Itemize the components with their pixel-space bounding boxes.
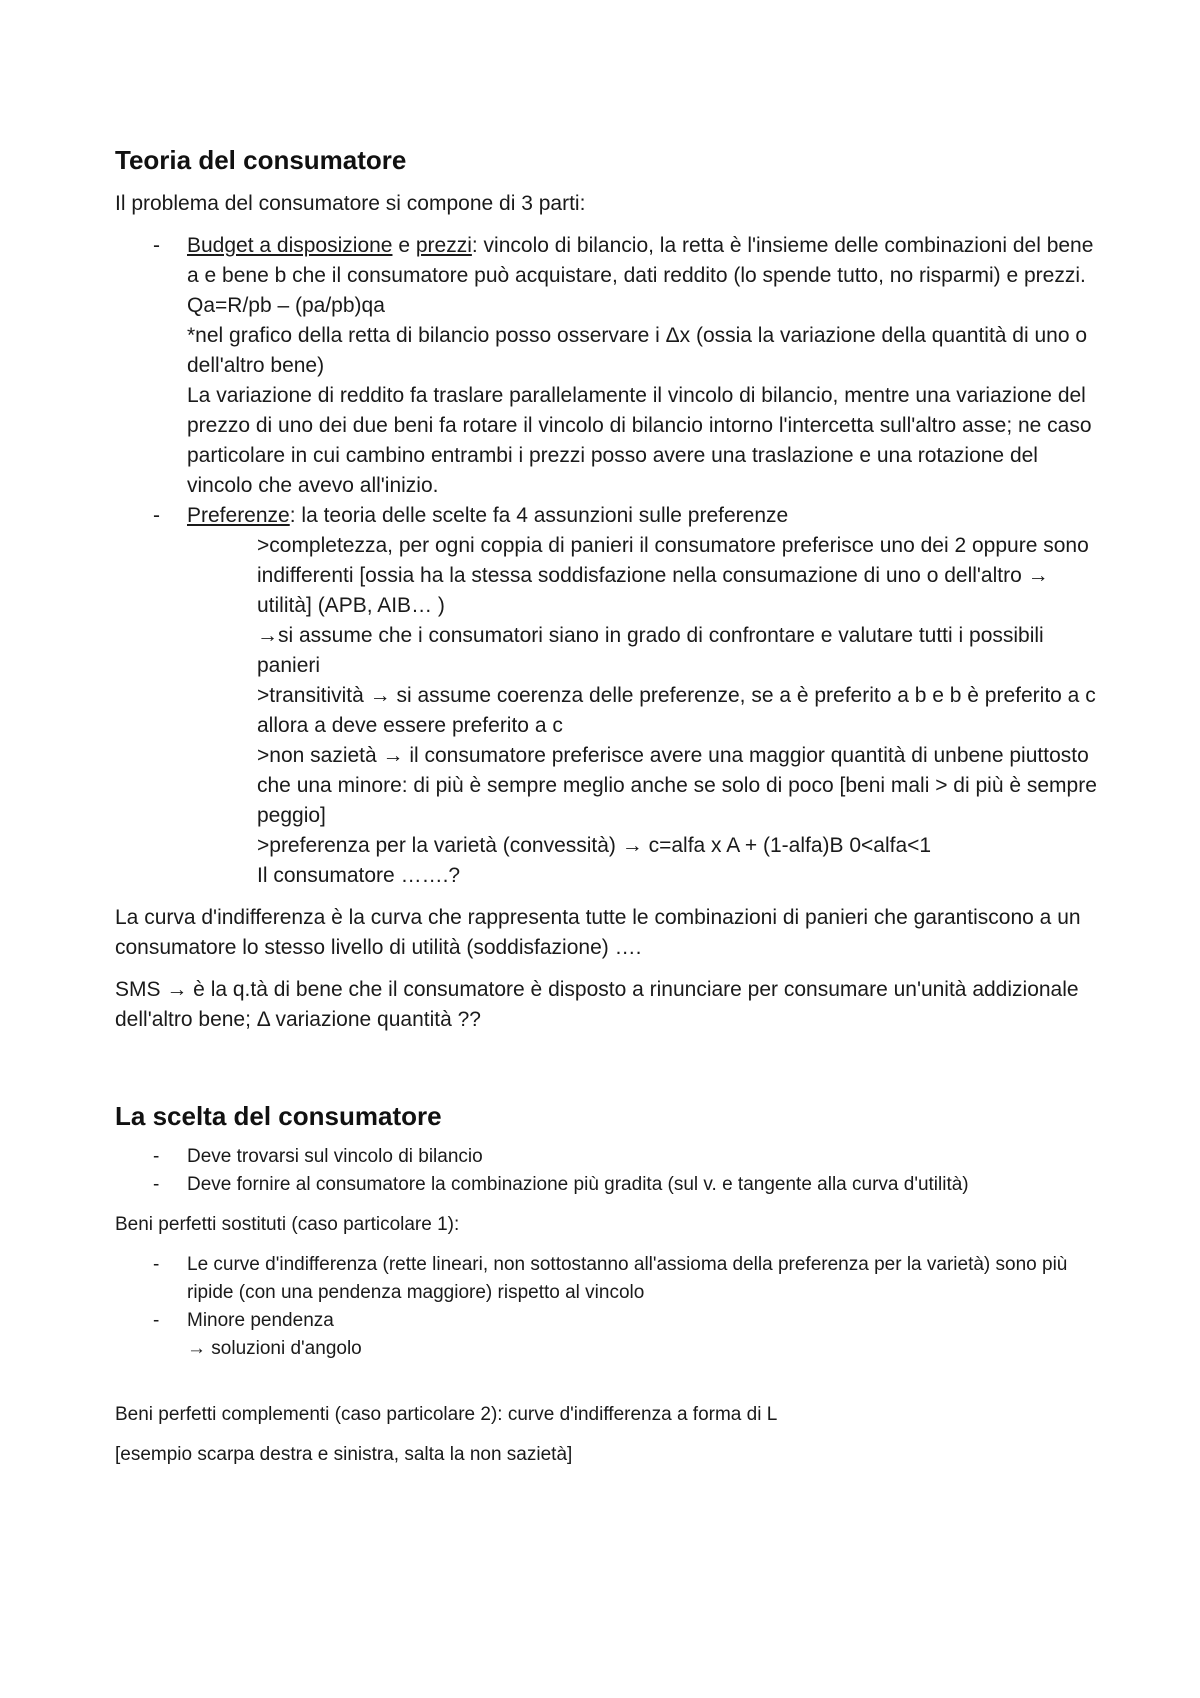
assumption-confronto: →si assume che i consumatori siano in grado di confrontare e valutare tutti i possibili panieri <box>257 624 1044 677</box>
preferenze-rest-text: : la teoria delle scelte fa 4 assunzioni sulle preferenze <box>289 504 789 527</box>
assumption-non-sazieta: >non sazietà → il consumatore preferisce avere una maggior quantità di unbene piuttosto che una minore: di più è sempre meglio anche se solo di poco [beni mali > di più è sempre peggio] <box>257 744 1097 827</box>
assumption-varieta: >preferenza per la varietà (convessità) → c=alfa x A + (1-alfa)B 0<alfa<1 <box>257 834 932 857</box>
list-item-vincolo: - Deve trovarsi sul vincolo di bilancio <box>115 1143 1105 1171</box>
underlined-prezzi: prezzi <box>415 234 472 257</box>
budget-note: *nel grafico della retta di bilancio posso osservare i Δx (ossia la variazione della quantità di uno o dell'altro bene) <box>187 324 1088 377</box>
assumption-transitivita: >transitività → si assume coerenza delle preferenze, se a è preferito a b e b è preferito a c allora a deve essere preferito a c <box>257 684 1096 737</box>
case1-label: Beni perfetti sostituti (caso particolare 1): <box>115 1214 460 1235</box>
case2-label: Beni perfetti complementi (caso particolare 2): curve d'indifferenza a forma di L <box>115 1404 778 1425</box>
connector-text: e <box>392 234 416 257</box>
list-item-combinazione: - Deve fornire al consumatore la combinazione più gradita (sul v. e tangente alla curva d'utilità) <box>115 1171 1105 1199</box>
section-title-scelta: La scelta del consumatore <box>115 1101 442 1131</box>
example-note: [esempio scarpa destra e sinistra, salta la non sazietà] <box>115 1444 573 1465</box>
indifference-curve-paragraph: La curva d'indifferenza è la curva che rappresenta tutte le combinazioni di panieri che garantiscono a un consumatore lo stesso livello di utilità (soddisfazione) …. <box>115 906 1081 959</box>
list-item-preferenze <box>115 501 1105 891</box>
document-content <box>115 143 1105 1469</box>
underlined-budget: Budget a disposizione <box>187 234 393 257</box>
list-item-budget <box>115 231 1105 501</box>
list-item-curve-sostituti: - Le curve d'indifferenza (rette lineari, non sottostanno all'assioma della preferenza per la varietà) sono più ripide (con una pendenza maggiore) rispetto al vincolo <box>115 1251 1105 1307</box>
assumption-completezza: >completezza, per ogni coppia di panieri il consumatore preferisce uno dei 2 oppure sono indifferenti [ossia ha la stessa soddisfazione nella consumazione di uno o dell'altro → utilità] (APB, AIB… ) <box>257 534 1089 617</box>
sms-paragraph: SMS → è la q.tà di bene che il consumatore è disposto a rinunciare per consumare un'unità addizionale dell'altro bene; Δ variazione quantità ?? <box>115 978 1079 1031</box>
underlined-preferenze: Preferenze <box>187 504 290 527</box>
budget-variation: La variazione di reddito fa traslare parallelamente il vincolo di bilancio, mentre una variazione del prezzo di uno dei due beni fa rotare il vincolo di bilancio intorno l'intercetta sull'altro asse; ne caso particolare in cui cambino entrambi i prezzi posso avere una traslazione e una rotazione del vincolo che avevo all'inizio. <box>187 384 1092 497</box>
preferenze-definition <box>187 501 1105 531</box>
choice-conditions-list <box>115 1143 1105 1199</box>
soluzioni-angolo-text: → soluzioni d'angolo <box>187 1338 362 1359</box>
intro-paragraph: Il problema del consumatore si compone di 3 parti: <box>115 192 586 215</box>
problem-parts-list <box>115 231 1105 891</box>
budget-rest-text: : vincolo di bilancio, la retta è l'insieme delle combinazioni del bene a e bene b che il consumatore può acquistare, dati reddito (lo spende tutto, no risparmi) e prezzi. <box>187 234 1094 287</box>
list-item-minore-pendenza <box>115 1307 1105 1363</box>
minore-pendenza-text: - Minore pendenza <box>187 1310 334 1331</box>
budget-formula: Qa=R/pb – (pa/pb)qa <box>187 294 385 317</box>
section-title-teoria: Teoria del consumatore <box>115 145 407 175</box>
budget-definition <box>187 231 1105 291</box>
assumption-consumatore-question: Il consumatore …….? <box>257 864 461 887</box>
case1-list <box>115 1251 1105 1363</box>
